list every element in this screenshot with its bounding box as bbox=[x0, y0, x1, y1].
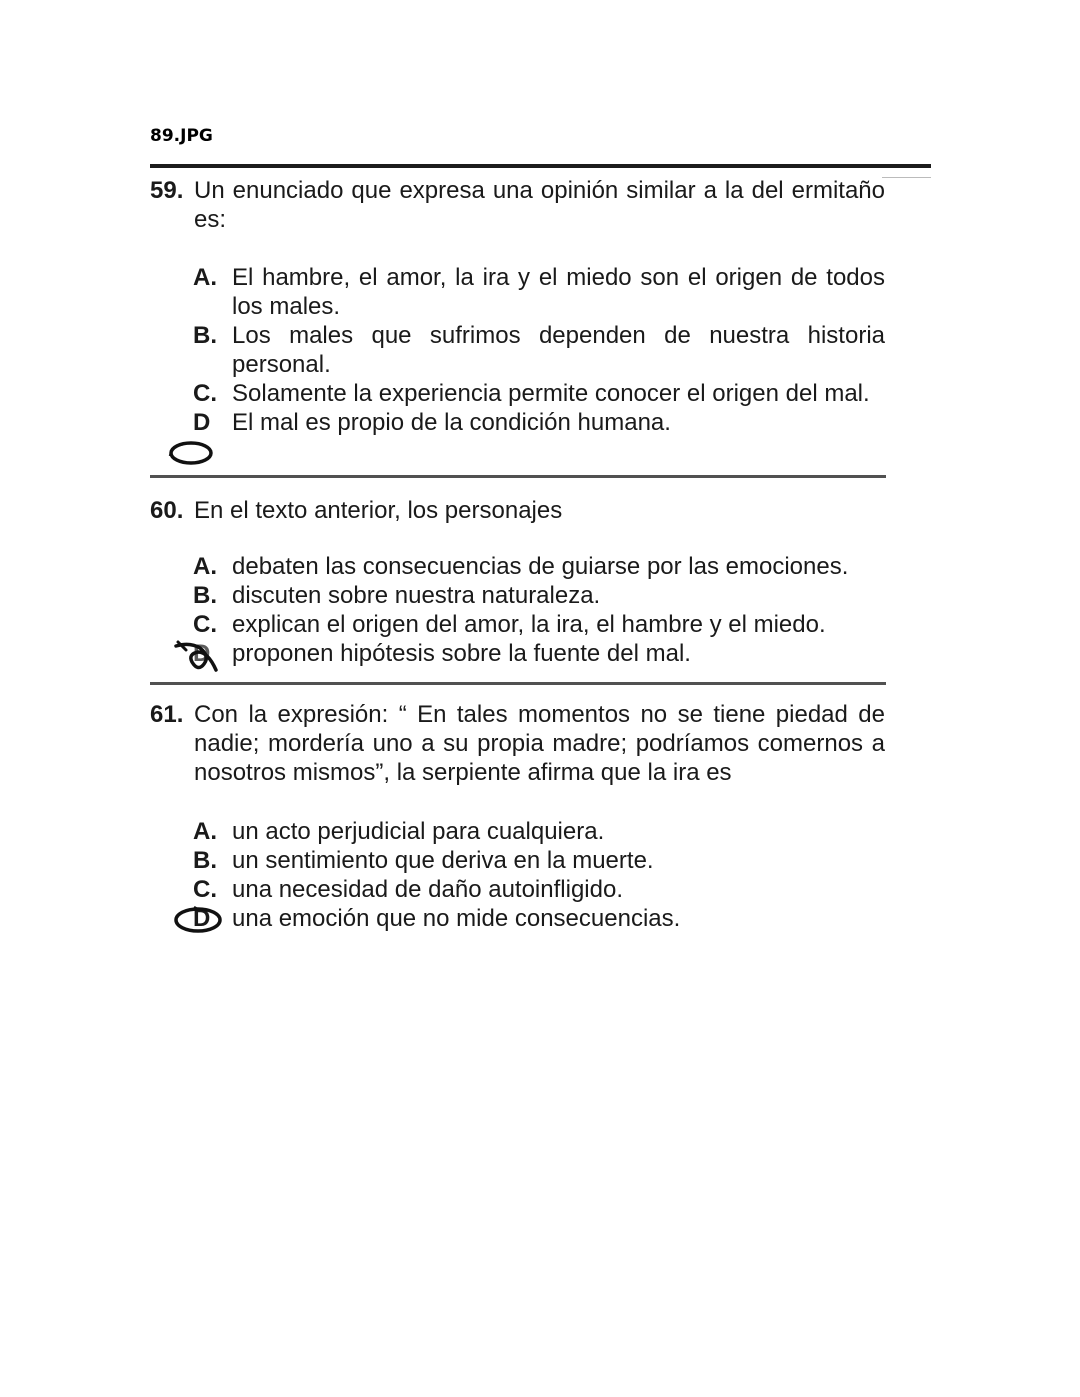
question-text: En el texto anterior, los personajes bbox=[194, 497, 563, 524]
option-d[interactable]: D una emoción que no mide consecuencias. bbox=[193, 905, 681, 932]
option-b[interactable]: B. Los males que sufrimos dependen de nuestra historia personal. bbox=[193, 322, 885, 378]
question-number: 61. bbox=[150, 701, 184, 728]
option-d[interactable]: D proponen hipótesis sobre la fuente del mal. bbox=[193, 640, 691, 667]
option-c[interactable]: C. Solamente la experiencia permite conocer el origen del mal. bbox=[193, 380, 870, 407]
question-number: 59. bbox=[150, 177, 184, 204]
circled-answer-mark bbox=[166, 436, 222, 470]
option-a[interactable]: A. debaten las consecuencias de guiarse por las emociones. bbox=[193, 553, 849, 580]
file-name-label: 89.JPG bbox=[150, 126, 213, 146]
question-61 bbox=[150, 700, 885, 787]
top-divider-thin bbox=[882, 177, 931, 178]
option-c[interactable]: C. explican el origen del amor, la ira, el hambre y el miedo. bbox=[193, 611, 826, 638]
question-59 bbox=[150, 176, 885, 234]
question-text: Con la expresión: “ En tales momentos no se tiene piedad de nadie; mordería uno a su propia madre; podríamos comernos a nosotros mismos”, la serpiente afirma que la ira es bbox=[194, 701, 885, 786]
option-d[interactable]: D El mal es propio de la condición humana. bbox=[193, 409, 671, 436]
top-divider bbox=[150, 164, 931, 168]
question-number: 60. bbox=[150, 497, 184, 524]
section-divider bbox=[150, 475, 886, 478]
question-60-options bbox=[193, 552, 885, 668]
question-60 bbox=[150, 496, 885, 525]
option-a[interactable]: A. un acto perjudicial para cualquiera. bbox=[193, 818, 605, 845]
option-b[interactable]: B. discuten sobre nuestra naturaleza. bbox=[193, 582, 601, 609]
circled-answer-mark bbox=[170, 903, 230, 937]
question-61-options bbox=[193, 817, 885, 933]
option-a[interactable]: A. El hambre, el amor, la ira y el miedo son el origen de todos los males. bbox=[193, 264, 885, 320]
scribbled-answer-mark bbox=[172, 636, 228, 676]
section-divider bbox=[150, 682, 886, 685]
option-c[interactable]: C. una necesidad de daño autoinfligido. bbox=[193, 876, 623, 903]
question-text: Un enunciado que expresa una opinión similar a la del ermitaño es: bbox=[194, 177, 885, 233]
question-59-options bbox=[193, 263, 885, 437]
option-b[interactable]: B. un sentimiento que deriva en la muerte. bbox=[193, 847, 654, 874]
